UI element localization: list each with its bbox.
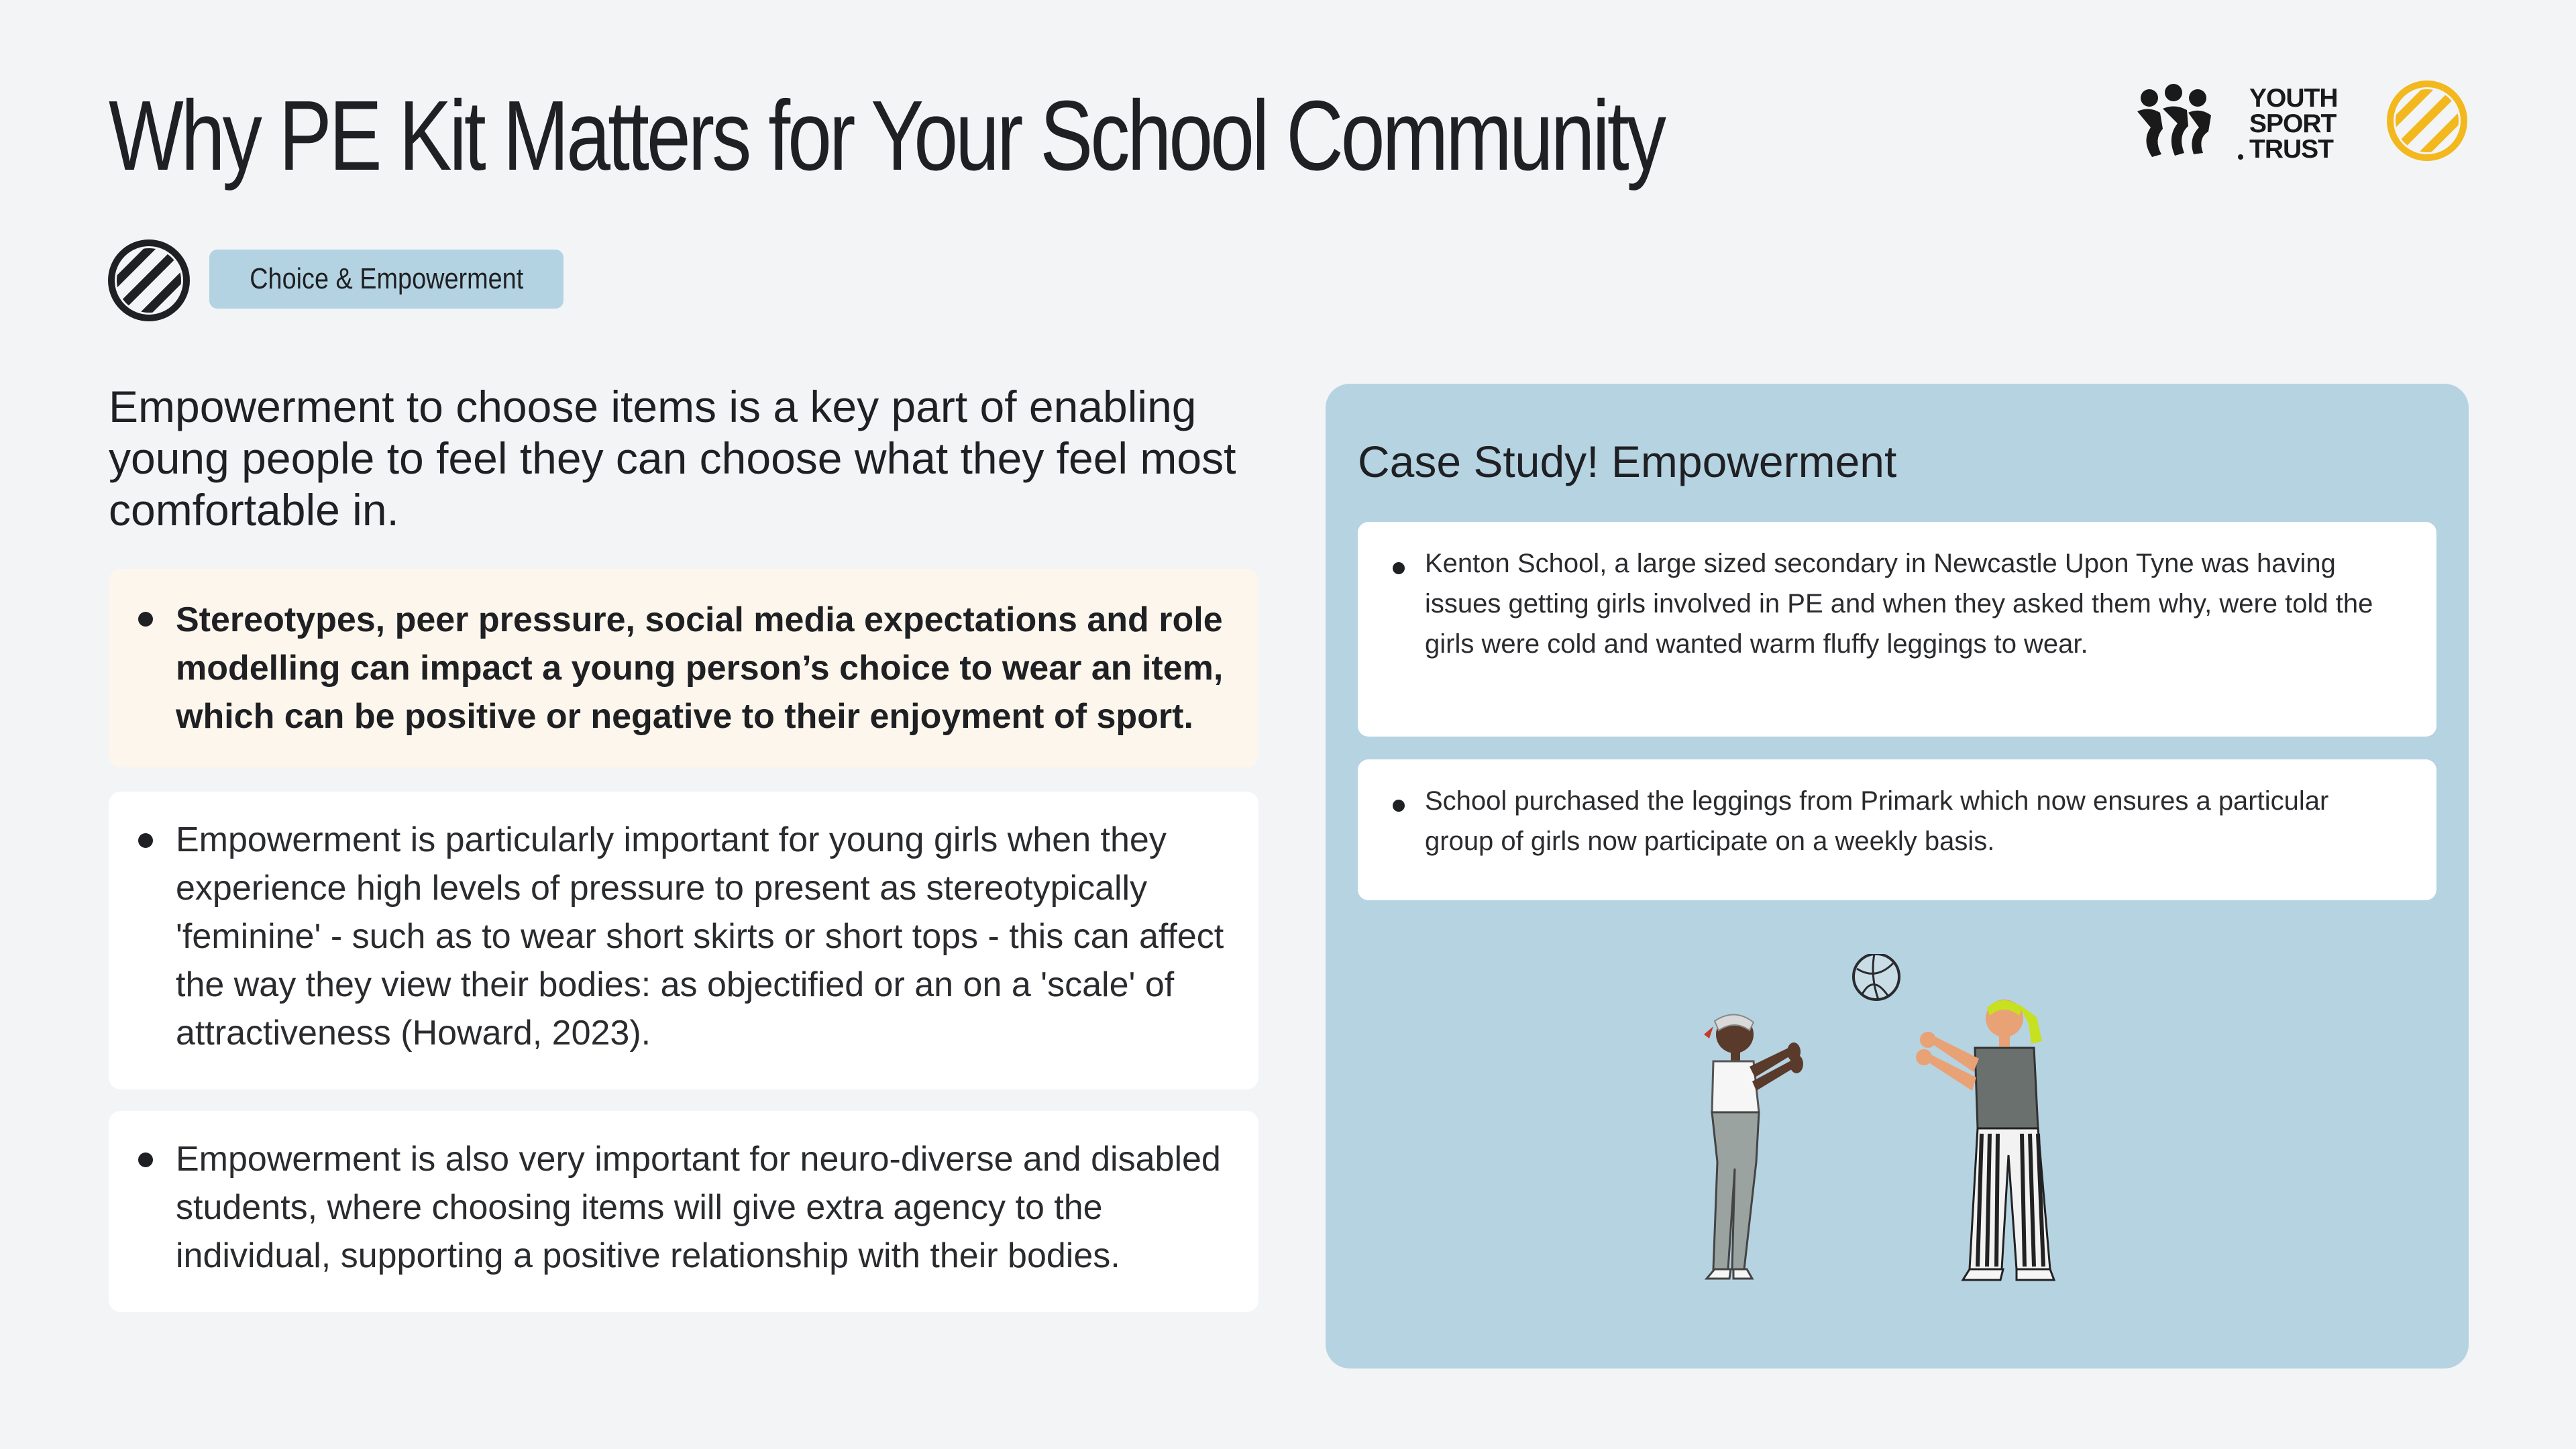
girls-playing-volleyball-illustration: [1674, 954, 2144, 1330]
point-card: [109, 792, 1258, 1089]
point-item: Stereotypes, peer pressure, social media expectations and role modelling can impact a young person’s choice to wear an item, which can be positive or negative to their enjoyment of sport.: [109, 569, 1258, 741]
right-girl-figure: [1916, 1000, 2054, 1280]
point-item: Empowerment is also very important for neuro-diverse and disabled students, where choosing items will give extra agency to the individual, supporting a positive relationship with their bodies.: [109, 1111, 1258, 1280]
left-girl-figure: [1704, 1014, 1803, 1279]
case-study-card: [1358, 522, 2436, 737]
case-study-card: [1358, 759, 2436, 900]
case-study-item: School purchased the leggings from Primark which now ensures a particular group of girls now participate on a weekly basis.: [1358, 781, 2436, 861]
case-study-panel: [1326, 384, 2469, 1368]
striped-circle-icon: [107, 239, 191, 322]
volleyball-icon: [1854, 954, 1899, 1000]
lead-paragraph: Empowerment to choose items is a key part of enabling young people to feel they can choose what they feel most comfortable in.: [109, 382, 1236, 535]
point-item: Empowerment is particularly important for young girls when they experience high levels of pressure to present as stereotypically 'feminine' - such as to wear short skirts or short tops - this can affect the way they view their bodies: as objectified or an on a 'scale' of attractiveness (Howard, 2023).: [109, 792, 1258, 1057]
brand-wordmark: YOUTH SPORT TRUST: [2249, 84, 2338, 164]
category-tag: [209, 250, 564, 309]
page-title: Why PE Kit Matters for Your School Community: [109, 80, 1664, 191]
point-card: [109, 1111, 1258, 1312]
striped-circle-logo-icon: [2385, 79, 2469, 162]
point-card-highlight: [109, 569, 1258, 767]
category-tag-label: Choice & Empowerment: [249, 262, 523, 295]
case-study-item: Kenton School, a large sized secondary in Newcastle Upon Tyne was having issues getting girls involved in PE and when they asked them why, were told the girls were cold and wanted warm fluffy leggings to wear.: [1358, 543, 2436, 664]
case-study-title: Case Study! Empowerment: [1358, 437, 1897, 486]
